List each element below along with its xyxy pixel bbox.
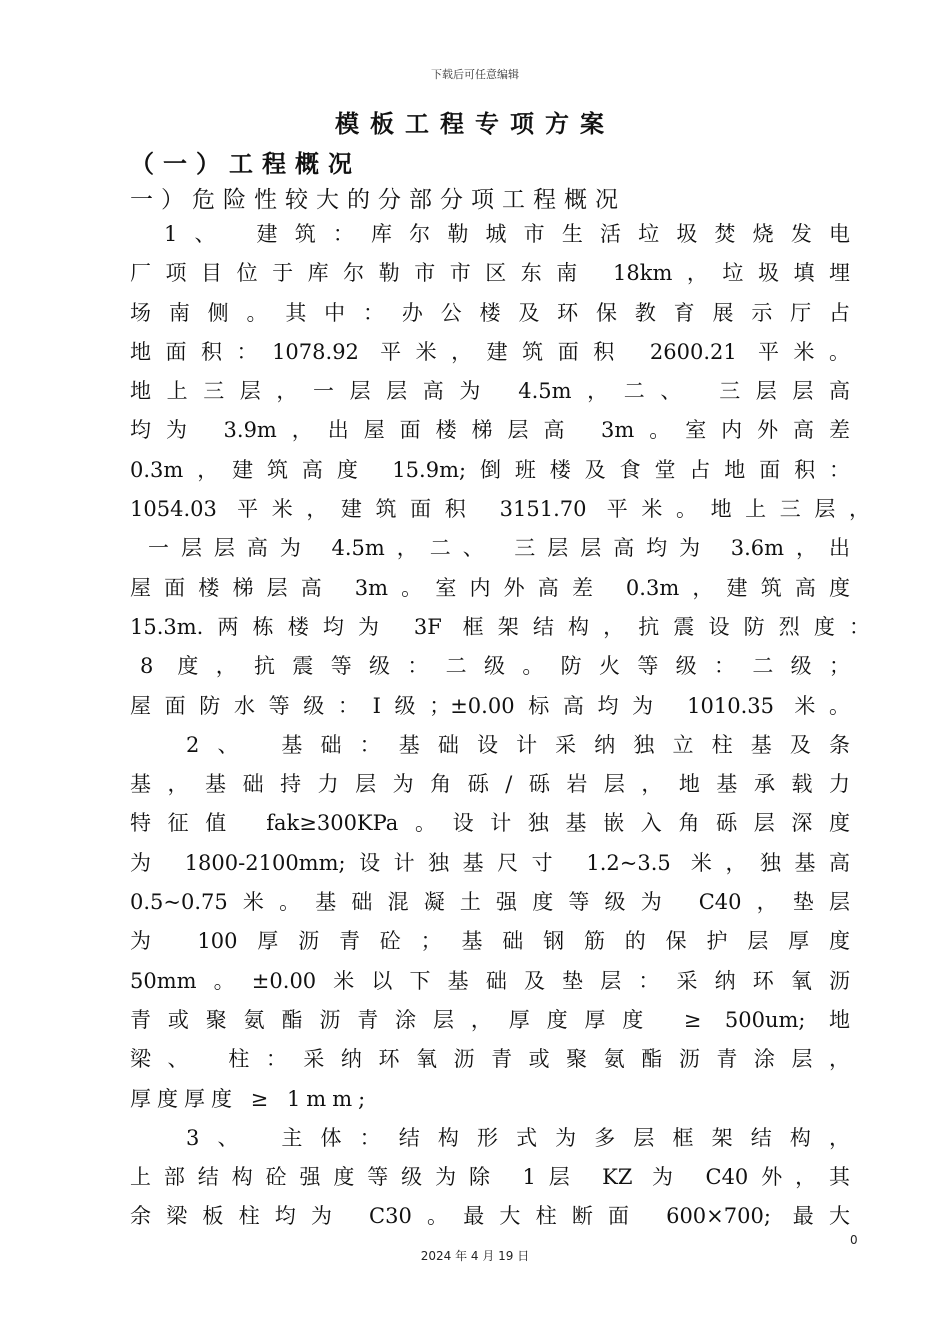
text-line: 特征值 fak≥300KPa。设计独基嵌入角砾层深度 (130, 811, 850, 836)
text-line: 厂项目位于库尔勒市市区东南 18km，垃圾填埋 (130, 261, 850, 286)
text-line: 梁、 柱：采纳环氧沥青或聚氨酯沥青涂层， (130, 1047, 850, 1072)
text-line: 青或聚氨酯沥青涂层，厚度厚度 ≥ 500um; 地 (130, 1007, 850, 1032)
text-line: 上部结构砼强度等级为除 1层 KZ 为 C40外，其 (130, 1165, 850, 1190)
text-line: 余梁板柱均为 C30。最大柱断面 600×700; 最大 (130, 1204, 850, 1229)
text-line: 1054.03 平米，建筑面积 3151.70 平米。地上三层， (130, 497, 870, 522)
text-line: 均为 3.9m，出屋面楼梯层高 3m。室内外高差 (130, 418, 850, 443)
text-line: 50mm。±0.00米以下基础及垫层：采纳环氧沥 (130, 968, 850, 993)
header-note: 下载后可任意编辑 (431, 68, 519, 81)
footer-date: 2024 年 4 月 19 日 (420, 1249, 530, 1263)
text-line: 厚度厚度 ≥ 1mm; (130, 1086, 372, 1111)
text-line: 场南侧。其中：办公楼及环保教育展示厅占 (130, 300, 850, 325)
section-heading: （一）工程概况 (130, 150, 361, 178)
text-line: 1、 建筑：库尔勒城市生活垃圾焚烧发电 (164, 222, 850, 246)
text-line: 2、 基础：基础设计采纳独立柱基及条 (186, 732, 850, 757)
text-line: 15.3m.两栋楼均为 3F 框架结构，抗震设防烈度： (130, 614, 870, 639)
subsection-heading: 一）危险性较大的分部分项工程概况 (130, 187, 626, 213)
text-line: 0.3m，建筑高度 15.9m;倒班楼及食堂占地面积： (130, 457, 850, 482)
text-line: 3、 主体：结构形式为多层框架结构， (186, 1125, 850, 1150)
text-line: 一层层高为 4.5m，二、 三层层高均为 3.6m，出 (148, 536, 850, 561)
text-line: 地上三层，一层层高为 4.5m，二、 三层层高 (130, 379, 850, 404)
text-line: 屋面防水等级：Ⅰ级；±0.00标高均为 1010.35 米。 (130, 693, 850, 718)
text-line: 8 度，抗震等级：二级。防火等级：二级； (140, 654, 850, 679)
text-line: 基，基础持力层为角砾/砾岩层，地基承载力 (130, 772, 850, 797)
document-title: 模板工程专项方案 (335, 110, 615, 138)
text-line: 0.5~0.75米。基础混凝土强度等级为 C40，垫层 (130, 890, 850, 915)
text-line: 地面积：1078.92 平米，建筑面积 2600.21 平米。 (130, 339, 850, 364)
page-number: 0 (850, 1233, 858, 1247)
text-line: 为 1800-2100mm;设计独基尺寸 1.2~3.5 米，独基高 (130, 850, 850, 875)
body-text (130, 215, 870, 1237)
text-line: 屋面楼梯层高 3m。室内外高差 0.3m，建筑高度 (130, 575, 850, 600)
text-line: 为 100厚沥青砼；基础钢筋的保护层厚度 (130, 929, 850, 954)
